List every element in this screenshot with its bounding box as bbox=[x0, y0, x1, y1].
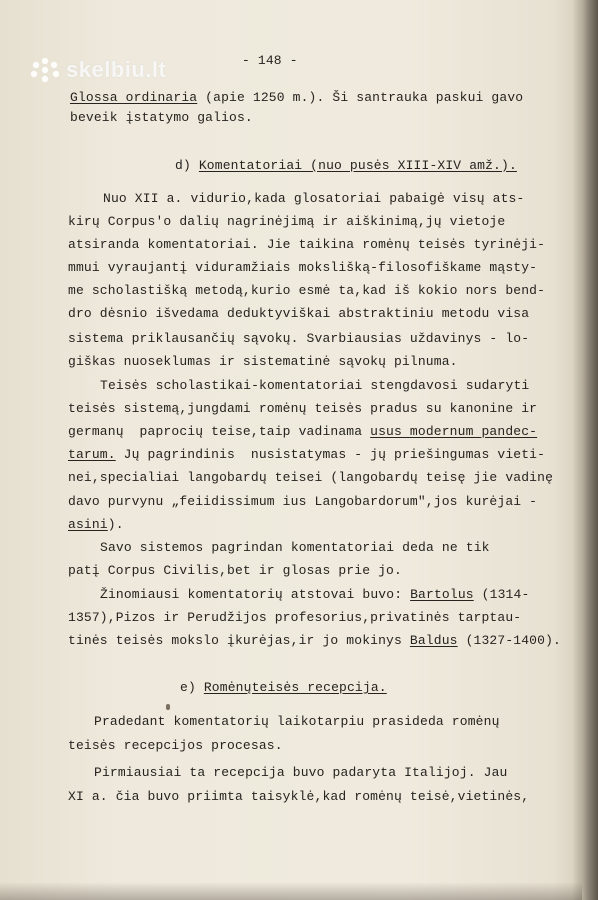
text-line: teisės sistemą,jungdami romėnų teisės pradus su kanonine ir bbox=[68, 401, 538, 416]
text-line: Glossa ordinaria (apie 1250 m.). Ši santrauka paskui gavo bbox=[70, 90, 524, 105]
text-line: dro dėsnio išvedama deduktyviškai abstraktiniu metodu visa bbox=[68, 306, 530, 321]
text-line: beveik įstatymo galios. bbox=[70, 110, 253, 125]
text-line: atsiranda komentatoriai. Jie taikina romėnų teisės tyrinėji- bbox=[68, 237, 546, 252]
name-baldus: Baldus bbox=[409, 633, 458, 648]
text-line: sistema priklausančių sąvokų. Svarbiausias uždavinys - lo- bbox=[68, 331, 530, 346]
page-bottom-shadow bbox=[0, 882, 582, 900]
term-usus-modernum: usus modernum pandec- bbox=[370, 424, 538, 439]
text-line: davo purvynu „feiidissimum ius Langobardorum",jos kurėjai - bbox=[68, 494, 538, 509]
text-line: Nuo XII a. vidurio,kada glosatoriai pabaigė visų ats- bbox=[103, 191, 525, 206]
text-line: germanų paprocių teise,taip vadinama usus modernum pandec- bbox=[68, 424, 538, 439]
term-glossa-ordinaria: Glossa ordinaria bbox=[70, 90, 198, 105]
text-line: mmui vyraujantį viduramžiais mokslišką-filosofiškame mąsty- bbox=[68, 260, 538, 275]
text-line: XI a. čia buvo priimta taisyklė,kad romėnų teisė,vietinės, bbox=[68, 789, 530, 804]
page-number: - 148 - bbox=[242, 53, 298, 68]
text-line: Pradedant komentatorių laikotarpiu prasideda romėnų bbox=[94, 714, 500, 729]
text-line: me scholastišką metodą,kurio esmė ta,kad iš kokio nors bend- bbox=[68, 283, 546, 298]
text-line: Teisės scholastikai-komentatoriai stengdavosi sudaryti bbox=[100, 378, 530, 393]
dots-logo-icon bbox=[30, 57, 60, 83]
text-line: Savo sistemos pagrindan komentatoriai deda ne tik bbox=[100, 540, 490, 555]
name-bartolus: Bartolus bbox=[410, 587, 474, 602]
text-line: 1357),Pizos ir Perudžijos profesorius,privatinės tarptau- bbox=[68, 610, 522, 625]
page-edge-shadow bbox=[572, 0, 582, 900]
text-line: tinės teisės mokslo įkurėjas,ir jo mokinys Baldus (1327-1400). bbox=[68, 633, 561, 648]
watermark-brand: skelbiu.lt bbox=[66, 57, 167, 82]
text-line: Žinomiausi komentatorių atstovai buvo: Bartolus (1314- bbox=[100, 587, 530, 602]
text-line: patį Corpus Civilis,bet ir glosas prie jo. bbox=[68, 563, 402, 578]
text-line: nei,specialiai langobardų teisei (langobardų teisę jie vadinę bbox=[68, 470, 554, 485]
ink-blot bbox=[166, 704, 170, 710]
text-line: asini). bbox=[68, 517, 124, 532]
text-line: Pirmiausiai ta recepcija buvo padaryta Italijoj. Jau bbox=[94, 765, 508, 780]
watermark bbox=[30, 57, 166, 83]
term-asini: asini bbox=[68, 517, 108, 532]
book-spine bbox=[582, 0, 598, 900]
section-heading-d: d) Komentatoriai (nuo pusės XIII-XIV amž.). bbox=[175, 158, 517, 173]
text-line: teisės recepcijos procesas. bbox=[68, 738, 283, 753]
text-line: kirų Corpus'o dalių nagrinėjimą ir aiškinimą,jų vietoje bbox=[68, 214, 506, 229]
section-heading-e: e) Romėnųteisės recepcija. bbox=[180, 680, 387, 695]
text-line: tarum. Jų pagrindinis nusistatymas - jų priešingumas vieti- bbox=[68, 447, 546, 462]
text-line: giškas nuoseklumas ir sistematinė sąvokų pilnuma. bbox=[68, 354, 458, 369]
